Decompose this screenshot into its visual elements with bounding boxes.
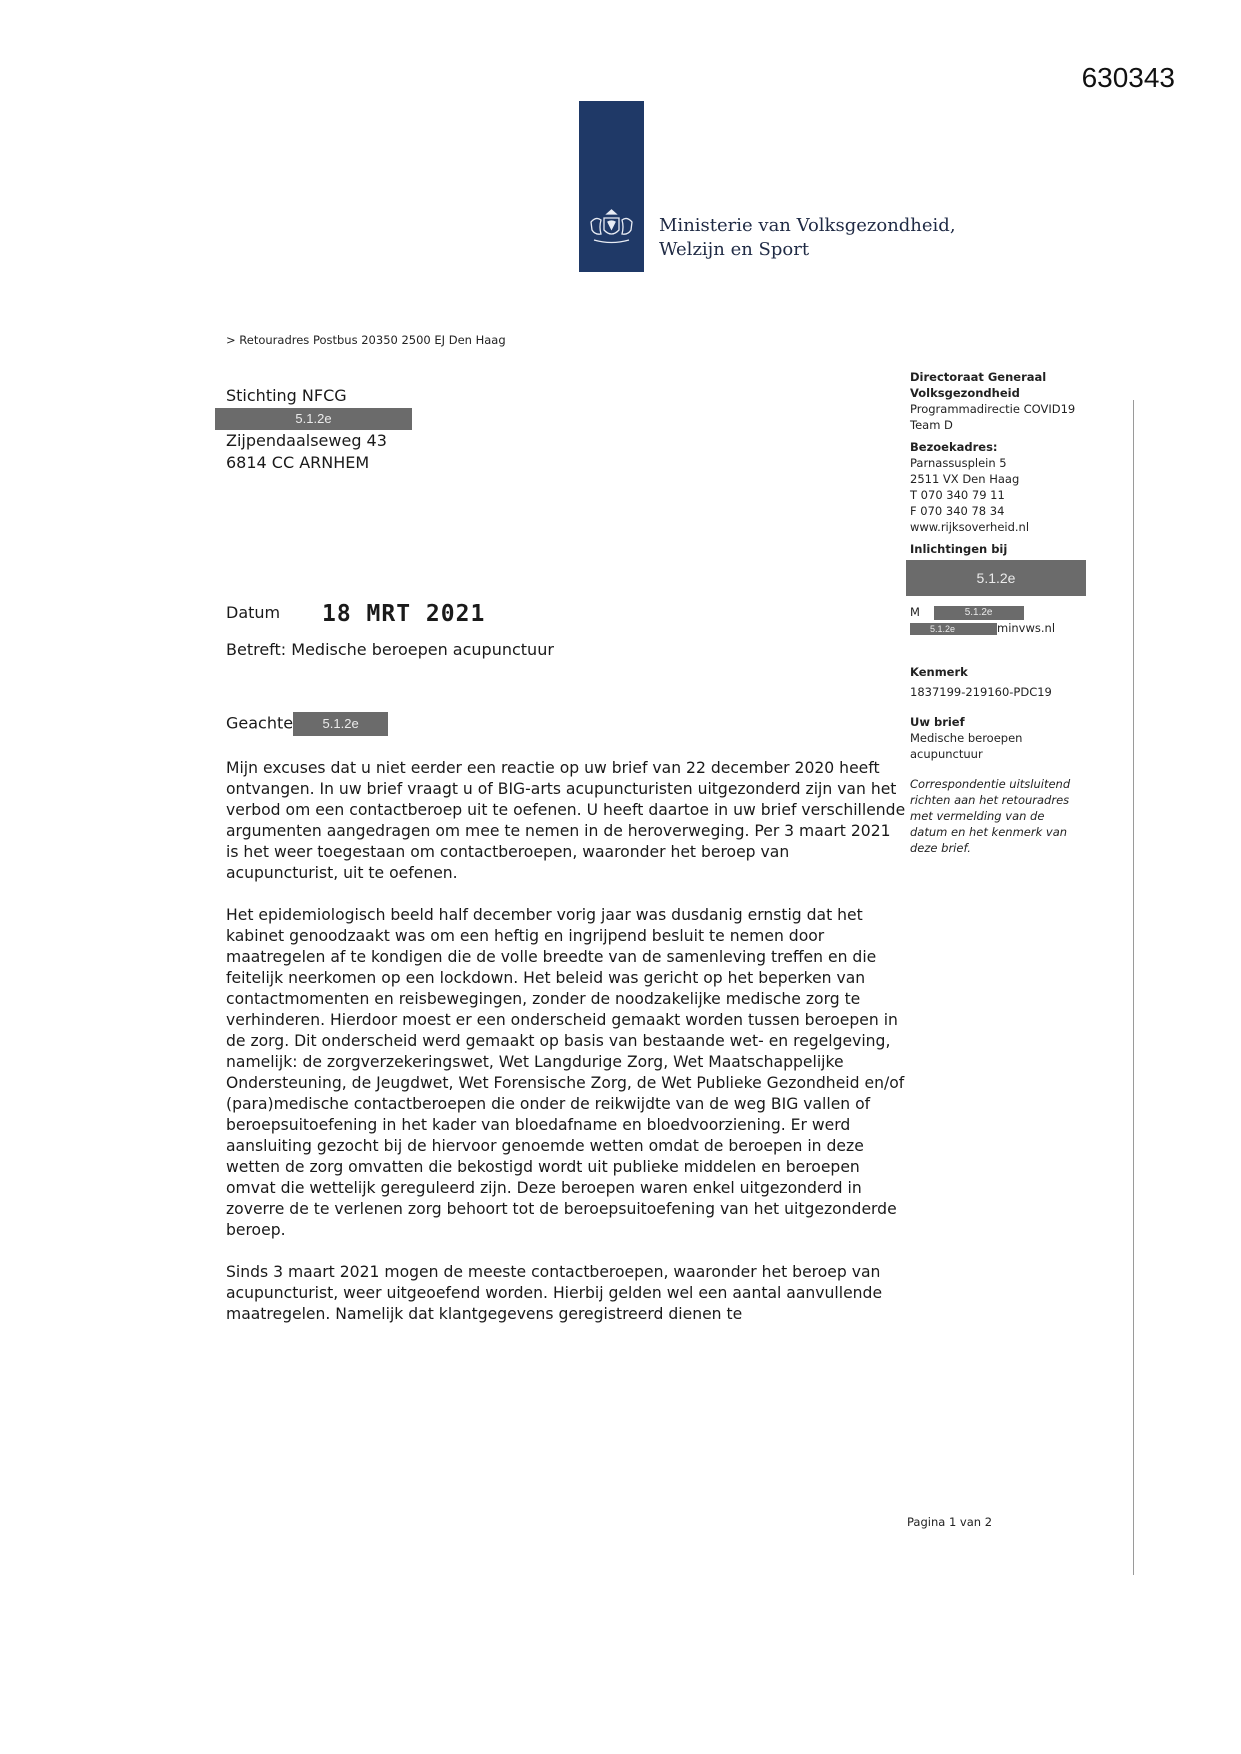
email-domain: minvws.nl (997, 621, 1056, 635)
correspondence-note-line1: Correspondentie uitsluitend (910, 777, 1071, 791)
letter-body (226, 758, 906, 1346)
correspondence-note-line4: datum en het kenmerk van (910, 825, 1068, 839)
salutation (226, 712, 388, 736)
mobile-prefix: M (910, 605, 920, 619)
document-number: 630343 (1081, 62, 1175, 93)
ministry-name-line2: Welzijn en Sport (659, 239, 810, 260)
recipient-street: Zijpendaalseweg 43 (226, 431, 387, 450)
return-address: > Retouradres Postbus 20350 2500 EJ Den Haag (226, 333, 506, 347)
visit-street: Parnassusplein 5 (910, 456, 1007, 470)
subject-line: Betreft: Medische beroepen acupunctuur (226, 640, 554, 659)
phone-number: T 070 340 79 11 (910, 488, 1005, 502)
visit-city: 2511 VX Den Haag (910, 472, 1020, 486)
scan-page-edge (1133, 400, 1134, 1575)
body-paragraph: Sinds 3 maart 2021 mogen de meeste contactberoepen, waaronder het beroep van acupuncturist, weer uitgeoefend worden. Hierbij gelden wel een aantal aanvullende maatregelen. Namelijk dat klantgegevens geregistreerd dienen te (226, 1263, 883, 1323)
ministry-name-line1: Ministerie van Volksgezondheid, (659, 215, 956, 236)
redaction-box: 5.1.2e (906, 560, 1086, 596)
date-label: Datum (226, 603, 281, 622)
website-link[interactable]: www.rijksoverheid.nl (910, 520, 1030, 534)
salutation-text: Geachte (226, 713, 294, 733)
redaction-box: 5.1.2e (910, 623, 975, 635)
reference-label: Kenmerk (910, 665, 968, 679)
directorate-line1: Directoraat Generaal (910, 370, 1047, 384)
body-paragraph: Mijn excuses dat u niet eerder een reactie op uw brief van 22 december 2020 heeft ontvangen. In uw brief vraagt u of BIG-arts acupuncturisten uitgezonderd zijn van het verbod om een contactberoep uit te oefenen. U heeft daartoe in uw brief verschillende argumenten aangedragen om mee te nemen in de heroverweging. Per 3 maart 2021 is het weer toegestaan om contactberoepen, waaronder het beroep van acupuncturist, uit te oefenen. (226, 759, 906, 882)
recipient-city: 6814 CC ARNHEM (226, 453, 370, 472)
date-stamp: 18 MRT 2021 (322, 601, 486, 627)
your-letter-line1: Medische beroepen (910, 731, 1023, 745)
body-paragraph: Het epidemiologisch beeld half december vorig jaar was dusdanig ernstig dat het kabinet genoodzaakt was om een heftig en ingrijpend besluit te nemen door maatregelen af te kondigen die de volle breedte van de samenleving treffen en die feitelijk neerkomen op een lockdown. Het beleid was gericht op het beperken van contactmomenten en reisbewegingen, zonder de noodzakelijke medische zorg te verhinderen. Hierdoor moest er een onderscheid gemaakt worden tussen beroepen in de zorg. Dit onderscheid werd gemaakt op basis van bestaande wet- en regelgeving, namelijk: de zorgverzekeringswet, Wet Langdurige Zorg, Wet Maatschappelijke Ondersteuning, de Jeugdwet, Wet Forensische Zorg, de Wet Publieke Gezondheid en/of (para)medische contactberoepen die onder de reikwijdte van de weg BIG vallen of beroepsuitoefening in het kader van bloedafname en bloedvoorziening. Er werd aansluiting gezocht bij de hiervoor genoemde wetten omdat de beroepen in deze wetten de zorg omvatten die bekostigd wordt uit publieke middelen en beroepen omvat die wettelijk gereguleerd zijn. Deze beroepen waren enkel uitgezonderd in zoverre de te verlenen zorg behoort tot de beroepsuitoefening van het uitgezonderde beroep. (226, 906, 905, 1239)
correspondence-note-line3: met vermelding van de (910, 809, 1045, 823)
team-name: Team D (910, 418, 953, 432)
program-directorate: Programmadirectie COVID19 (910, 402, 1076, 416)
ministry-name (659, 214, 956, 262)
page-number: Pagina 1 van 2 (907, 1515, 993, 1529)
coat-of-arms-icon (587, 209, 636, 247)
sender-sidebar (910, 369, 1110, 856)
your-letter-label: Uw brief (910, 715, 965, 729)
info-label: Inlichtingen bij (910, 542, 1008, 556)
recipient-address (226, 385, 412, 474)
correspondence-note-line5: deze brief. (910, 841, 971, 855)
redaction-box: 5.1.2e (293, 712, 388, 736)
recipient-name: Stichting NFCG (226, 386, 347, 405)
redaction-box: 5.1.2e (934, 606, 1024, 620)
directorate-line2: Volksgezondheid (910, 386, 1020, 400)
your-letter-line2: acupunctuur (910, 747, 983, 761)
email-row (910, 620, 1110, 636)
ministry-logo-bar (579, 101, 644, 272)
fax-number: F 070 340 78 34 (910, 504, 1005, 518)
correspondence-note-line2: richten aan het retouradres (910, 793, 1070, 807)
mobile-row (910, 604, 1110, 620)
redaction-box: 5.1.2e (215, 408, 412, 430)
reference-number: 1837199-219160-PDC19 (910, 685, 1052, 699)
visit-address-label: Bezoekadres: (910, 440, 998, 454)
